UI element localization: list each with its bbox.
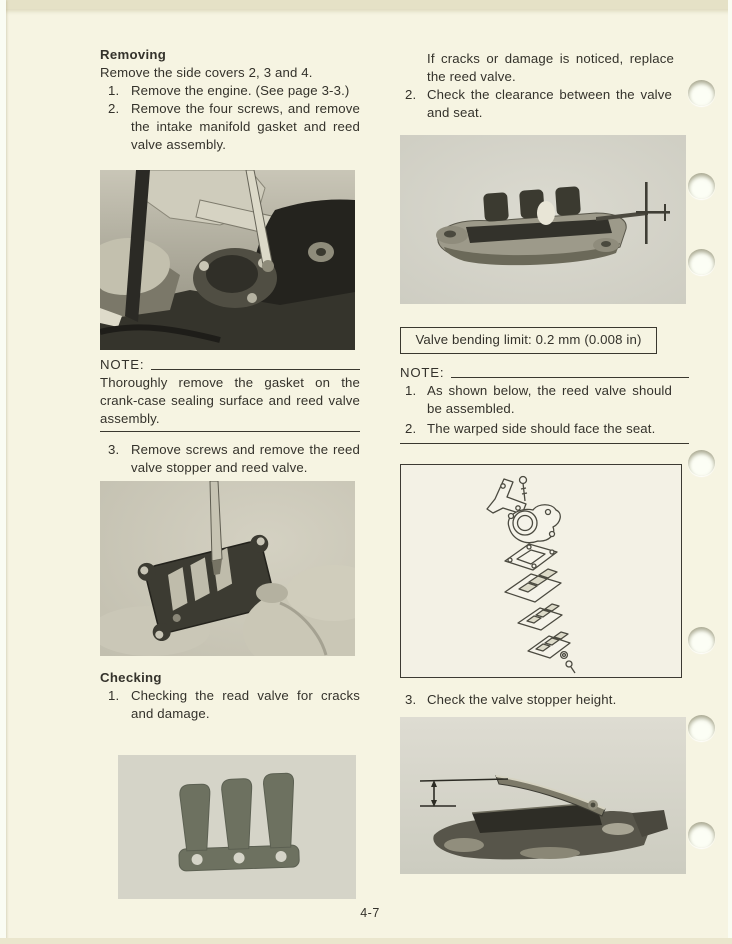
note-item-warped-side	[400, 420, 689, 438]
note-heading	[100, 356, 360, 374]
exploded-diagram-box	[400, 464, 682, 678]
note-label: NOTE:	[100, 357, 145, 372]
step-check-reed-valve	[100, 687, 360, 723]
step-number: 1.	[108, 83, 120, 98]
note-bottom-rule	[400, 443, 689, 444]
left-column	[100, 46, 360, 899]
note-item-text: As shown below, the reed valve should be assembled.	[427, 383, 672, 416]
punch-hole	[688, 822, 715, 848]
punch-hole	[688, 249, 715, 275]
punch-hole	[688, 627, 715, 653]
engine-removal-photo	[100, 170, 360, 350]
scan-edge-bottom	[0, 938, 732, 944]
punch-hole	[688, 80, 715, 106]
stopper-height-photo	[400, 717, 689, 874]
reed-valve-petals-photo	[118, 755, 360, 899]
clearance-check-photo	[400, 135, 689, 304]
step-text: Check the valve stopper height.	[427, 692, 617, 707]
exploded-diagram-image	[401, 465, 681, 677]
step-text: Check the clearance between the valve and seat.	[427, 87, 672, 120]
section-heading-checking: Checking	[100, 670, 162, 685]
reed-valve-screw-removal-photo-image	[100, 481, 355, 656]
scan-edge-right	[728, 0, 732, 944]
step-remove-engine	[100, 82, 360, 100]
step-number: 2.	[405, 87, 417, 102]
reed-valve-petals-photo-image	[118, 755, 356, 899]
step-check-stopper-height	[400, 691, 689, 709]
removing-intro: Remove the side covers 2, 3 and 4.	[100, 65, 313, 80]
note-item-number: 2.	[405, 421, 417, 436]
step-check-clearance	[400, 86, 689, 122]
scan-edge-top	[0, 0, 732, 9]
step-number: 1.	[108, 688, 120, 703]
note-item-text: The warped side should face the seat.	[427, 421, 656, 436]
section-heading-removing: Removing	[100, 47, 167, 62]
step-remove-stopper	[100, 441, 360, 477]
punch-hole	[688, 173, 715, 199]
step-number: 2.	[108, 101, 120, 116]
step-text: Remove the engine. (See page 3-3.)	[131, 83, 350, 98]
step-text: Remove the four screws, and remove the intake manifold gasket and reed valve assembly.	[131, 101, 360, 152]
note-label: NOTE:	[400, 365, 445, 380]
note-heading	[400, 364, 689, 382]
scan-edge-left	[0, 0, 6, 944]
spec-box-valve-bending-limit: Valve bending limit: 0.2 mm (0.008 in)	[400, 327, 657, 354]
step-text: Remove screws and remove the reed valve stopper and reed valve.	[131, 442, 360, 475]
right-column	[400, 50, 689, 874]
step-remove-screws	[100, 100, 360, 154]
note-item-number: 1.	[405, 383, 417, 398]
note-text: Thoroughly remove the gasket on the crank-case sealing surface and reed valve assembly.	[100, 375, 360, 426]
engine-removal-photo-image	[100, 170, 355, 350]
punch-hole	[688, 450, 715, 476]
clearance-check-photo-image	[400, 135, 686, 304]
note-bottom-rule	[100, 431, 360, 432]
continued-text: If cracks or damage is noticed, replace the reed valve.	[427, 51, 674, 84]
page-number: 4-7	[360, 906, 380, 920]
step-text: Checking the read valve for cracks and damage.	[131, 688, 360, 721]
note-item-assembly	[400, 382, 689, 418]
reed-valve-screw-removal-photo	[100, 481, 360, 656]
punch-hole	[688, 715, 715, 741]
step-number: 3.	[405, 692, 417, 707]
step-number: 3.	[108, 442, 120, 457]
stopper-height-photo-image	[400, 717, 686, 874]
